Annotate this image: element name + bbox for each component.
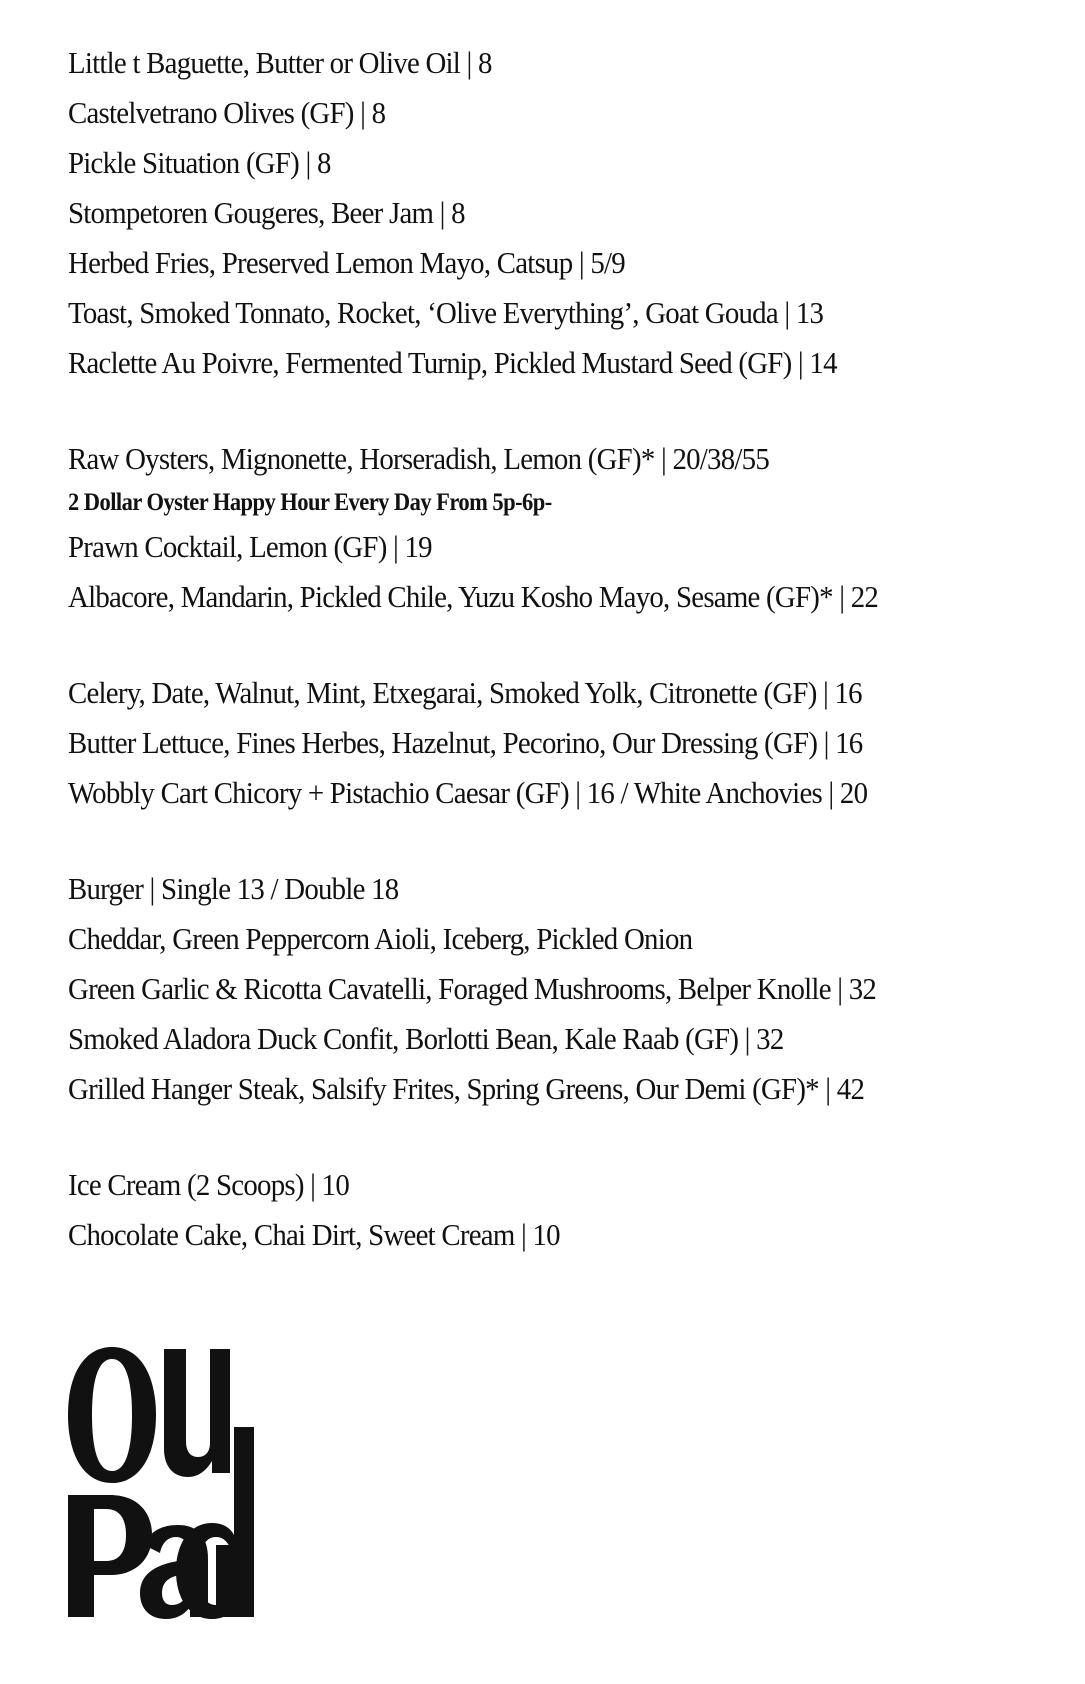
- menu-item: Raclette Au Poivre, Fermented Turnip, Pickled Mustard Seed (GF) | 14: [68, 345, 837, 380]
- menu-item: Stompetoren Gougeres, Beer Jam | 8: [68, 195, 465, 230]
- oud-pal-logo-icon: [66, 1345, 256, 1621]
- menu-item: Raw Oysters, Mignonette, Horseradish, Lemon (GF)* | 20/38/55: [68, 441, 770, 476]
- menu-item: Smoked Aladora Duck Confit, Borlotti Bean, Kale Raab (GF) | 32: [68, 1021, 784, 1056]
- menu-section-raw-bar: [68, 434, 1068, 622]
- menu-section-salads: [68, 668, 1068, 818]
- menu-item: Herbed Fries, Preserved Lemon Mayo, Catsup | 5/9: [68, 245, 625, 280]
- menu: [68, 38, 1068, 1306]
- menu-item: Wobbly Cart Chicory + Pistachio Caesar (GF) | 16 / White Anchovies | 20: [68, 775, 868, 810]
- menu-item: Pickle Situation (GF) | 8: [68, 145, 331, 180]
- menu-item: Toast, Smoked Tonnato, Rocket, ‘Olive Everything’, Goat Gouda | 13: [68, 295, 824, 330]
- menu-item: Prawn Cocktail, Lemon (GF) | 19: [68, 529, 432, 564]
- oud-pal-logo: [66, 1345, 256, 1621]
- menu-section-mains: [68, 864, 1068, 1114]
- menu-item: Ice Cream (2 Scoops) | 10: [68, 1167, 349, 1202]
- menu-section-snacks: [68, 38, 1068, 388]
- menu-item: Albacore, Mandarin, Pickled Chile, Yuzu Kosho Mayo, Sesame (GF)* | 22: [68, 579, 879, 614]
- menu-item-description: Cheddar, Green Peppercorn Aioli, Iceberg, Pickled Onion: [68, 921, 693, 956]
- menu-item: Green Garlic & Ricotta Cavatelli, Foraged Mushrooms, Belper Knolle | 32: [68, 971, 877, 1006]
- menu-item: Castelvetrano Olives (GF) | 8: [68, 95, 386, 130]
- menu-item: Little t Baguette, Butter or Olive Oil | 8: [68, 45, 492, 80]
- happy-hour-note: 2 Dollar Oyster Happy Hour Every Day From 5p-6p-: [68, 489, 552, 516]
- menu-section-desserts: [68, 1160, 1068, 1260]
- menu-item: Grilled Hanger Steak, Salsify Frites, Spring Greens, Our Demi (GF)* | 42: [68, 1071, 865, 1106]
- menu-item: Celery, Date, Walnut, Mint, Etxegarai, Smoked Yolk, Citronette (GF) | 16: [68, 675, 862, 710]
- menu-item: Butter Lettuce, Fines Herbes, Hazelnut, Pecorino, Our Dressing (GF) | 16: [68, 725, 863, 760]
- menu-item: Burger | Single 13 / Double 18: [68, 871, 399, 906]
- menu-item: Chocolate Cake, Chai Dirt, Sweet Cream | 10: [68, 1217, 560, 1252]
